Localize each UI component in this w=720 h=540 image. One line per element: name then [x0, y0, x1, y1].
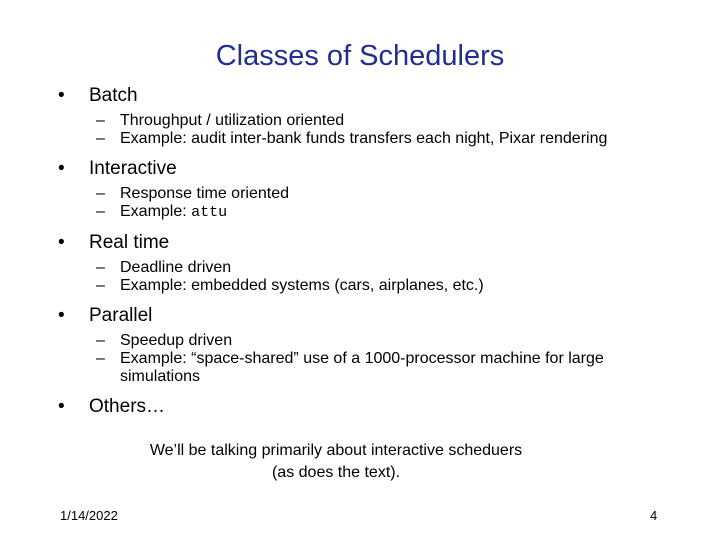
dash-icon: – [96, 259, 105, 276]
bullet-group-batch [58, 84, 658, 148]
slide-note [0, 440, 672, 484]
sub-item [58, 332, 640, 350]
bullet-icon: • [58, 396, 65, 417]
bullet-icon: • [58, 158, 65, 179]
footer-date: 1/14/2022 [60, 508, 118, 523]
bullet-item [58, 395, 658, 418]
note-line: (as does the text). [271, 464, 401, 481]
sub-list [58, 112, 658, 148]
sub-list [58, 185, 658, 222]
slide-title: Classes of Schedulers [215, 40, 505, 72]
dash-icon: – [96, 185, 105, 202]
dash-icon: – [96, 203, 105, 220]
sub-list [58, 259, 658, 295]
sub-item [58, 350, 640, 386]
sub-item-text: Response time oriented [120, 185, 289, 202]
sub-item [58, 259, 640, 277]
bullet-group-interactive [58, 157, 658, 222]
page-number: 4 [650, 508, 658, 523]
sub-item [58, 185, 640, 203]
sub-item-text: Example: embedded systems (cars, airplanes, etc.) [120, 277, 484, 294]
dash-icon: – [96, 130, 105, 147]
bullet-label: Batch [89, 85, 138, 106]
sub-item [58, 112, 640, 130]
bullet-group-parallel [58, 304, 658, 386]
bullet-group-real-time [58, 231, 658, 295]
dash-icon: – [96, 277, 105, 294]
sub-item-text: Speedup driven [120, 332, 233, 349]
sub-item-text: Throughput / utilization oriented [120, 112, 345, 129]
sub-item [58, 130, 640, 148]
dash-icon: – [96, 112, 105, 129]
dash-icon: – [96, 332, 105, 349]
bullet-icon: • [58, 232, 65, 253]
bullet-label: Interactive [89, 158, 177, 179]
bullet-icon: • [58, 305, 65, 326]
note-line: We’ll be talking primarily about interactive scheduers [149, 442, 523, 459]
sub-item-text: Deadline driven [120, 259, 232, 276]
bullet-item [58, 304, 658, 327]
sub-item-text: Example: “space-shared” use of a 1000-processor machine for large simulations [120, 350, 604, 385]
sub-item-text: Example: audit inter-bank funds transfers each night, Pixar rendering [120, 130, 608, 147]
bullet-label: Real time [89, 232, 170, 253]
bullet-item [58, 231, 658, 254]
bullet-item [58, 157, 658, 180]
sub-item [58, 277, 640, 295]
dash-icon: – [96, 350, 105, 367]
code-text: attu [191, 204, 228, 221]
bullet-item [58, 84, 658, 107]
bullet-label: Parallel [89, 305, 153, 326]
sub-item [58, 203, 640, 222]
bullet-label: Others… [89, 396, 166, 417]
bullet-icon: • [58, 85, 65, 106]
bullet-list [58, 84, 658, 427]
sub-item-text: Example: [120, 203, 192, 220]
sub-list [58, 332, 658, 386]
bullet-group-others [58, 395, 658, 418]
